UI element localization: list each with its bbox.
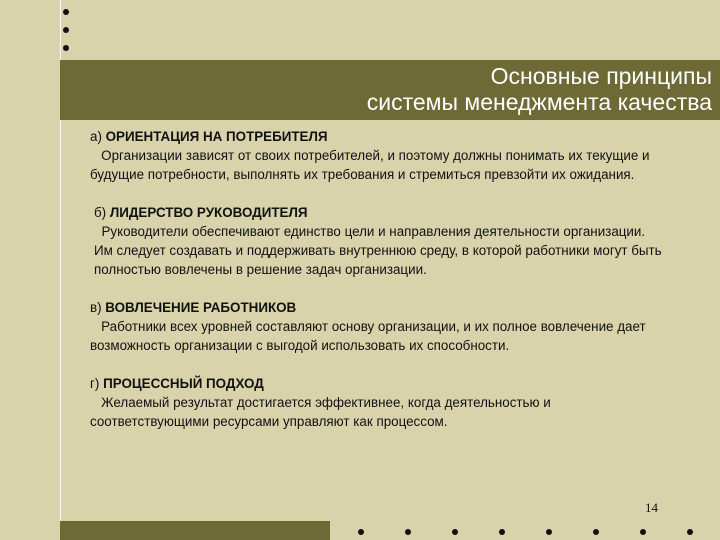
principle-body [94,222,665,279]
principle-prefix: в) [90,300,106,315]
principle-heading [90,298,665,317]
decorative-dot [546,529,552,535]
principle-heading [90,127,665,146]
principle-body [90,317,665,355]
principle-heading [94,203,665,222]
principle-prefix: б) [94,205,110,220]
principle-item [90,298,665,355]
bottom-bar [60,521,330,540]
principle-title: ВОВЛЕЧЕНИЕ РАБОТНИКОВ [105,300,297,315]
principle-title: ПРОЦЕССНЫЙ ПОДХОД [103,376,264,391]
slide-title-line-1: Основные принципы [490,63,712,89]
slide-title [367,63,712,115]
decorative-dot [499,529,505,535]
decorative-dot [593,529,599,535]
principle-body-text: Работники всех уровней составляют основу организации, и их полное вовлечение дает возможность организации с выгодой использовать их способности. [90,319,646,353]
decorative-dot [63,9,69,15]
principle-title: ЛИДЕРСТВО РУКОВОДИТЕЛЯ [109,205,308,220]
slide-title-line-2: системы менеджмента качества [366,89,712,115]
decorative-dot [687,529,693,535]
page-number: 14 [645,500,658,515]
decorative-dot [452,529,458,535]
decorative-dot [405,529,411,535]
principle-item [90,203,665,279]
principle-body [90,146,665,184]
principle-title: ОРИЕНТАЦИЯ НА ПОТРЕБИТЕЛЯ [105,129,328,144]
decorative-dot [358,529,364,535]
title-bar [60,60,720,120]
decorative-dot [63,27,69,33]
principle-body-text: Желаемый результат достигается эффективнее, когда деятельностью и соответствующими ресурсами управляют как процессом. [90,395,551,429]
principle-body-text: Руководители обеспечивают единство цели и направления деятельности организации. Им следует создавать и поддерживать внутреннюю среду, в которой работники могут быть полностью вовлечены в решение задач организации. [94,224,662,277]
principle-body-text: Организации зависят от своих потребителей, и поэтому должны понимать их текущие и будущие потребности, выполнять их требования и стремиться превзойти их ожидания. [90,148,650,182]
principle-prefix: а) [90,129,106,144]
principle-item [90,374,665,431]
principle-prefix: г) [90,376,104,391]
decorative-dot [63,45,69,51]
principle-item [90,127,665,184]
principle-body [90,393,665,431]
decorative-dot [640,529,646,535]
principle-heading [90,374,665,393]
principles-list [90,127,665,431]
